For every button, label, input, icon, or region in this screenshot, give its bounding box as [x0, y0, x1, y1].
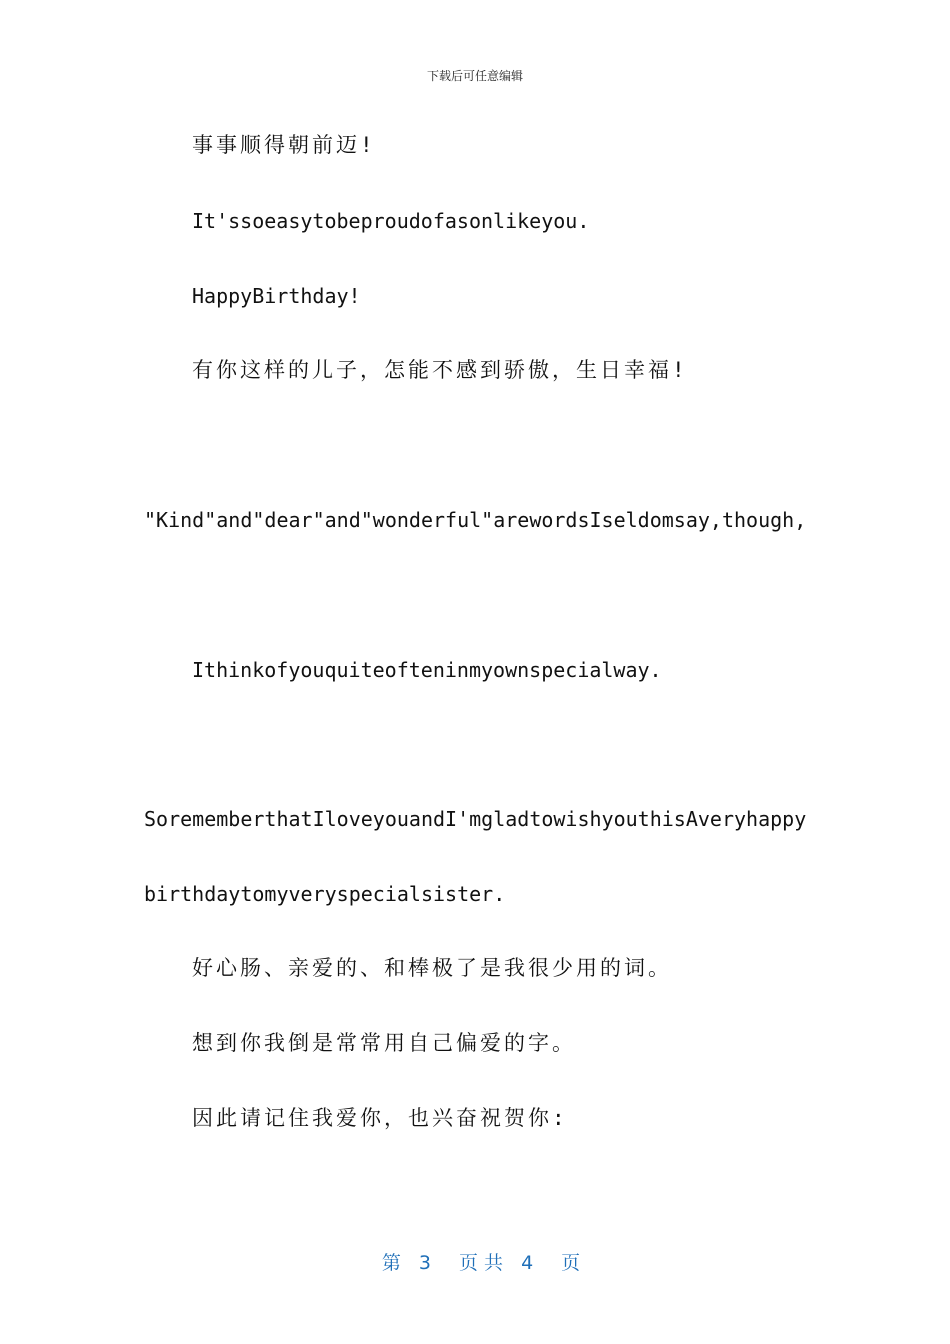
body-line: "Kind"and"dear"and"wonderful"arewordsIseldomsay,though,	[144, 508, 807, 532]
body-line: 好心肠、亲爱的、和棒极了是我很少用的词。	[192, 956, 672, 980]
body-line: HappyBirthday!	[192, 284, 361, 308]
footer-page-suffix: 页	[561, 1252, 581, 1274]
footer-current-page: 3	[418, 1252, 432, 1274]
body-line: 想到你我倒是常常用自己偏爱的字。	[192, 1031, 576, 1055]
body-line: birthdaytomyveryspecialsister.	[144, 882, 506, 906]
footer-page-mid: 页 共	[459, 1252, 504, 1274]
body-line: 因此请记住我爱你，也兴奋祝贺你:	[192, 1106, 568, 1130]
body-line: 有你这样的儿子，怎能不感到骄傲，生日幸福!	[192, 358, 688, 382]
page-footer	[0, 1226, 950, 1275]
footer-total-pages: 4	[521, 1252, 534, 1274]
body-line: It'ssoeasytobeproudofasonlikeyou.	[192, 209, 590, 233]
body-line: 事事顺得朝前迈!	[192, 133, 376, 157]
header-note: 下载后可任意编辑	[426, 69, 523, 83]
body-line: Ithinkofyouquiteofteninmyownspecialway.	[192, 658, 662, 682]
body-line: SorememberthatIloveyouandI'mgladtowishyouthisAveryhappy	[144, 807, 807, 831]
footer-page-prefix: 第	[381, 1252, 401, 1274]
